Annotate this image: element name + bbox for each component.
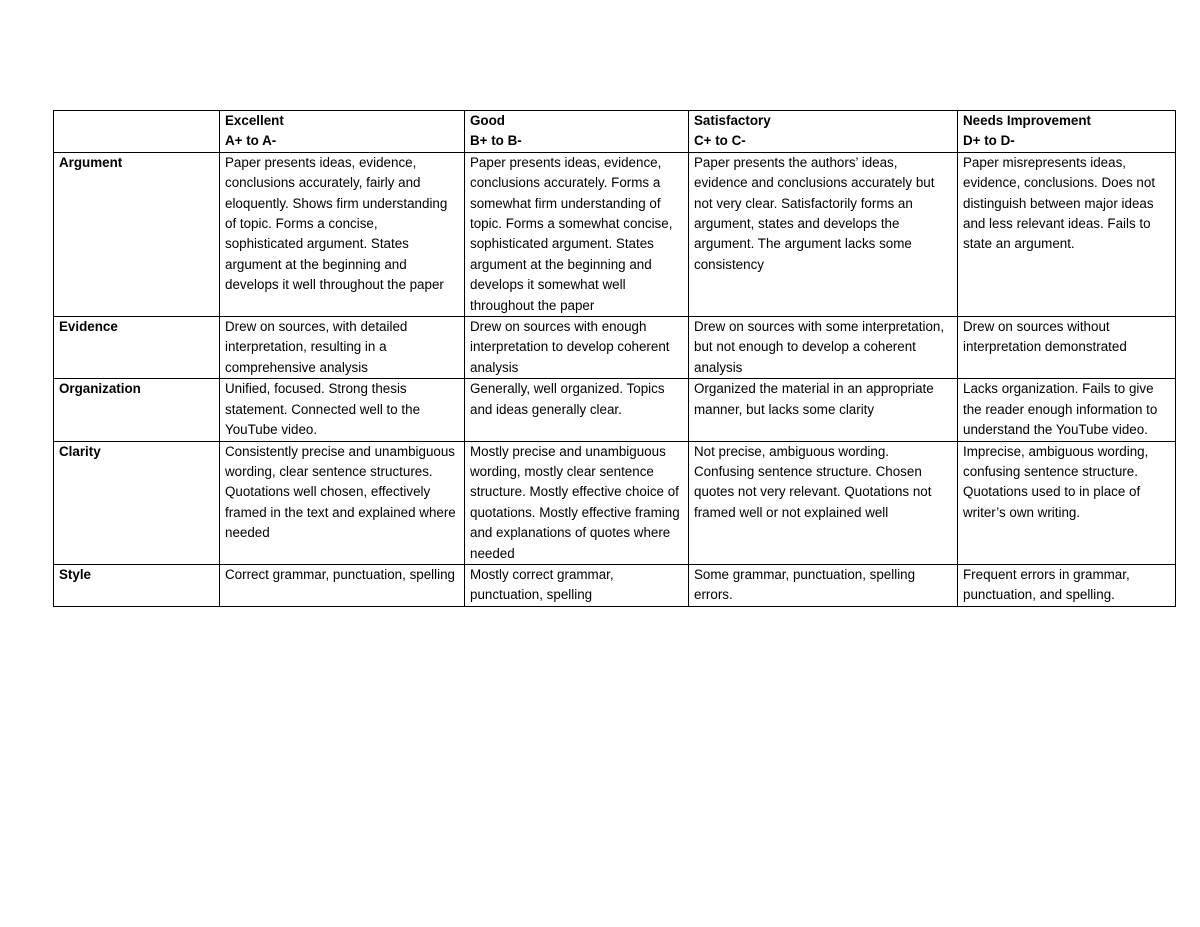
level-grade: D+ to D- (963, 133, 1015, 149)
cell-evidence-satisfactory: Drew on sources with some interpretation, but not enough to develop a coherent analysis (689, 317, 958, 379)
header-row (54, 111, 1176, 153)
cell-clarity-excellent: Consistently precise and unambiguous wording, clear sentence structures. Quotations well chosen, effectively framed in the text and explained where needed (220, 441, 465, 564)
cell-clarity-satisfactory: Not precise, ambiguous wording. Confusing sentence structure. Chosen quotes not very relevant. Quotations not framed well or not explained well (689, 441, 958, 564)
cell-argument-satisfactory: Paper presents the authors’ ideas, evidence and conclusions accurately but not very clear. Satisfactorily forms an argument, states and develops the argument. The argument lacks some consistency (689, 152, 958, 316)
cell-argument-excellent: Paper presents ideas, evidence, conclusions accurately, fairly and eloquently. Shows firm understanding of topic. Forms a concise, sophisticated argument. States argument at the beginning and develops it well throughout the paper (220, 152, 465, 316)
level-grade: A+ to A- (225, 133, 277, 149)
criterion-organization: Organization (54, 379, 220, 441)
cell-style-good: Mostly correct grammar, punctuation, spelling (465, 564, 689, 606)
cell-clarity-needs-improvement: Imprecise, ambiguous wording, confusing sentence structure. Quotations used to in place of writer’s own writing. (958, 441, 1176, 564)
criterion-clarity: Clarity (54, 441, 220, 564)
row-clarity (54, 441, 1176, 564)
cell-evidence-needs-improvement: Drew on sources without interpretation demonstrated (958, 317, 1176, 379)
row-organization (54, 379, 1176, 441)
cell-argument-needs-improvement: Paper misrepresents ideas, evidence, conclusions. Does not distinguish between major ideas and less relevant ideas. Fails to state an argument. (958, 152, 1176, 316)
cell-argument-good: Paper presents ideas, evidence, conclusions accurately. Forms a somewhat firm understanding of topic. Forms a somewhat concise, sophisticated argument. States argument at the beginning and develops it somewhat well throughout the paper (465, 152, 689, 316)
cell-organization-needs-improvement: Lacks organization. Fails to give the reader enough information to understand the YouTube video. (958, 379, 1176, 441)
level-header-excellent (220, 111, 465, 153)
cell-organization-excellent: Unified, focused. Strong thesis statement. Connected well to the YouTube video. (220, 379, 465, 441)
level-name: Good (470, 113, 505, 128)
row-style (54, 564, 1176, 606)
criterion-evidence: Evidence (54, 317, 220, 379)
cell-clarity-good: Mostly precise and unambiguous wording, mostly clear sentence structure. Mostly effective choice of quotations. Mostly effective framing and explanations of quotes where needed (465, 441, 689, 564)
row-argument (54, 152, 1176, 316)
level-grade: B+ to B- (470, 133, 522, 149)
cell-style-needs-improvement: Frequent errors in grammar, punctuation, and spelling. (958, 564, 1176, 606)
cell-style-excellent: Correct grammar, punctuation, spelling (220, 564, 465, 606)
level-header-good (465, 111, 689, 153)
level-name: Needs Improvement (963, 113, 1091, 128)
cell-evidence-good: Drew on sources with enough interpretation to develop coherent analysis (465, 317, 689, 379)
rubric-table (53, 110, 1176, 607)
row-evidence (54, 317, 1176, 379)
cell-organization-satisfactory: Organized the material in an appropriate manner, but lacks some clarity (689, 379, 958, 441)
cell-evidence-excellent: Drew on sources, with detailed interpretation, resulting in a comprehensive analysis (220, 317, 465, 379)
level-name: Satisfactory (694, 113, 771, 128)
criterion-argument: Argument (54, 152, 220, 316)
level-name: Excellent (225, 113, 284, 128)
level-header-needs-improvement (958, 111, 1176, 153)
cell-organization-good: Generally, well organized. Topics and ideas generally clear. (465, 379, 689, 441)
level-grade: C+ to C- (694, 133, 746, 149)
level-header-satisfactory (689, 111, 958, 153)
cell-style-satisfactory: Some grammar, punctuation, spelling errors. (689, 564, 958, 606)
criterion-style: Style (54, 564, 220, 606)
corner-cell (54, 111, 220, 153)
